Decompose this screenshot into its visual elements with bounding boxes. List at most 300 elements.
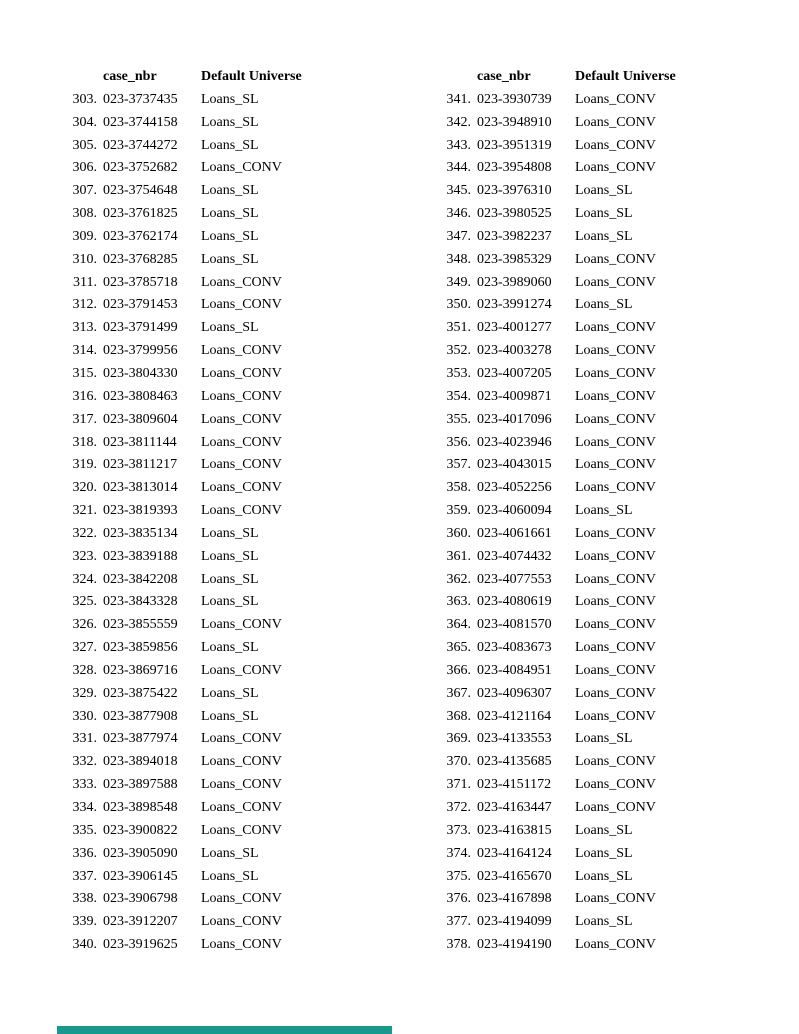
case-number-cell: 023-3791453 bbox=[103, 297, 178, 313]
universe-cell: Loans_CONV bbox=[575, 754, 656, 770]
row-number: 352. bbox=[446, 343, 471, 359]
universe-cell: Loans_CONV bbox=[575, 891, 656, 907]
case-number-cell: 023-3762174 bbox=[103, 228, 178, 244]
universe-cell: Loans_CONV bbox=[575, 457, 656, 473]
universe-cell: Loans_CONV bbox=[575, 434, 656, 450]
row-number: 318. bbox=[72, 434, 97, 450]
row-number: 363. bbox=[446, 594, 471, 610]
universe-cell: Loans_SL bbox=[201, 320, 259, 336]
row-number: 329. bbox=[72, 685, 97, 701]
case-number-cell: 023-3905090 bbox=[103, 845, 178, 861]
row-number: 328. bbox=[72, 662, 97, 678]
row-number: 374. bbox=[446, 845, 471, 861]
case-number-cell: 023-4060094 bbox=[477, 503, 552, 519]
table-rows-right bbox=[440, 89, 676, 957]
universe-cell: Loans_CONV bbox=[575, 777, 656, 793]
case-number-cell: 023-3855559 bbox=[103, 617, 178, 633]
row-number: 312. bbox=[72, 297, 97, 313]
case-number-cell: 023-4121164 bbox=[477, 708, 552, 724]
case-number-cell: 023-3954808 bbox=[477, 160, 552, 176]
case-number-cell: 023-3785718 bbox=[103, 274, 178, 290]
universe-cell: Loans_CONV bbox=[201, 822, 282, 838]
universe-cell: Loans_CONV bbox=[201, 777, 282, 793]
case-number-cell: 023-4003278 bbox=[477, 343, 552, 359]
table-row bbox=[66, 477, 302, 500]
row-number: 354. bbox=[446, 388, 471, 404]
universe-cell: Loans_CONV bbox=[201, 937, 282, 953]
table-row bbox=[440, 272, 676, 295]
table-row bbox=[66, 409, 302, 432]
row-number: 347. bbox=[446, 228, 471, 244]
table-row bbox=[66, 569, 302, 592]
case-number-cell: 023-3768285 bbox=[103, 251, 178, 267]
universe-cell: Loans_CONV bbox=[575, 320, 656, 336]
table-row bbox=[66, 180, 302, 203]
case-number-cell: 023-3906798 bbox=[103, 891, 178, 907]
universe-cell: Loans_SL bbox=[201, 91, 259, 107]
universe-cell: Loans_CONV bbox=[575, 617, 656, 633]
table-row bbox=[66, 866, 302, 889]
case-number-cell: 023-3842208 bbox=[103, 571, 178, 587]
universe-cell: Loans_SL bbox=[201, 114, 259, 130]
table-row bbox=[440, 477, 676, 500]
table-row bbox=[66, 249, 302, 272]
table-row bbox=[440, 820, 676, 843]
case-number-cell: 023-3989060 bbox=[477, 274, 552, 290]
case-number-cell: 023-3869716 bbox=[103, 662, 178, 678]
case-number-cell: 023-3985329 bbox=[477, 251, 552, 267]
table-row bbox=[440, 934, 676, 957]
case-number-cell: 023-3811144 bbox=[103, 434, 177, 450]
row-number: 336. bbox=[72, 845, 97, 861]
table-row bbox=[440, 89, 676, 112]
row-number: 333. bbox=[72, 777, 97, 793]
table-row bbox=[66, 157, 302, 180]
row-number: 365. bbox=[446, 640, 471, 656]
case-number-cell: 023-3752682 bbox=[103, 160, 178, 176]
case-number-cell: 023-4080619 bbox=[477, 594, 552, 610]
universe-cell: Loans_CONV bbox=[575, 343, 656, 359]
table-row bbox=[440, 774, 676, 797]
row-number: 351. bbox=[446, 320, 471, 336]
case-number-cell: 023-4083673 bbox=[477, 640, 552, 656]
row-number: 370. bbox=[446, 754, 471, 770]
case-number-cell: 023-3897588 bbox=[103, 777, 178, 793]
universe-cell: Loans_CONV bbox=[201, 891, 282, 907]
row-number: 355. bbox=[446, 411, 471, 427]
row-number: 353. bbox=[446, 365, 471, 381]
table-row bbox=[66, 706, 302, 729]
row-number: 350. bbox=[446, 297, 471, 313]
universe-cell: Loans_CONV bbox=[201, 411, 282, 427]
table-row bbox=[66, 843, 302, 866]
universe-cell: Loans_SL bbox=[575, 297, 633, 313]
case-number-cell: 023-3877908 bbox=[103, 708, 178, 724]
row-number: 334. bbox=[72, 800, 97, 815]
row-number: 316. bbox=[72, 388, 97, 404]
universe-cell: Loans_CONV bbox=[575, 480, 656, 496]
case-number-cell: 023-3799956 bbox=[103, 343, 178, 359]
row-number: 308. bbox=[72, 206, 97, 222]
table-row bbox=[440, 637, 676, 660]
universe-cell: Loans_SL bbox=[575, 731, 633, 747]
table-row bbox=[440, 203, 676, 226]
universe-cell: Loans_CONV bbox=[201, 388, 282, 404]
case-number-cell: 023-3976310 bbox=[477, 183, 552, 199]
case-number-cell: 023-4163815 bbox=[477, 822, 552, 838]
case-number-cell: 023-4077553 bbox=[477, 571, 552, 587]
table-row bbox=[66, 751, 302, 774]
universe-cell: Loans_CONV bbox=[201, 503, 282, 519]
table-row bbox=[440, 866, 676, 889]
universe-cell: Loans_CONV bbox=[575, 708, 656, 724]
table-row bbox=[440, 660, 676, 683]
universe-cell: Loans_SL bbox=[575, 206, 633, 222]
universe-cell: Loans_CONV bbox=[575, 525, 656, 541]
row-number: 356. bbox=[446, 434, 471, 450]
row-number: 307. bbox=[72, 183, 97, 199]
case-number-cell: 023-4061661 bbox=[477, 525, 552, 541]
case-nbr-header: case_nbr bbox=[477, 69, 531, 84]
table-row bbox=[66, 614, 302, 637]
universe-cell: Loans_CONV bbox=[201, 754, 282, 770]
table-row bbox=[66, 546, 302, 569]
row-number: 314. bbox=[72, 343, 97, 359]
case-number-cell: 023-3900822 bbox=[103, 822, 178, 838]
case-number-cell: 023-3744272 bbox=[103, 137, 178, 153]
case-number-cell: 023-3835134 bbox=[103, 525, 178, 541]
table-row bbox=[66, 135, 302, 158]
case-number-cell: 023-4194190 bbox=[477, 937, 552, 953]
table-row bbox=[66, 454, 302, 477]
case-nbr-header: case_nbr bbox=[103, 69, 157, 84]
table-row bbox=[66, 112, 302, 135]
case-number-cell: 023-4096307 bbox=[477, 685, 552, 701]
table-row bbox=[440, 500, 676, 523]
row-number: 377. bbox=[446, 914, 471, 930]
universe-cell: Loans_CONV bbox=[201, 274, 282, 290]
row-number: 330. bbox=[72, 708, 97, 724]
table-row bbox=[66, 774, 302, 797]
table-row bbox=[440, 386, 676, 409]
table-row bbox=[440, 888, 676, 911]
universe-cell: Loans_CONV bbox=[201, 434, 282, 450]
table-row bbox=[66, 272, 302, 295]
table-row bbox=[440, 135, 676, 158]
row-number: 327. bbox=[72, 640, 97, 656]
table-row bbox=[440, 112, 676, 135]
universe-cell: Loans_SL bbox=[201, 228, 259, 244]
row-number: 305. bbox=[72, 137, 97, 153]
table-row bbox=[66, 523, 302, 546]
row-number: 368. bbox=[446, 708, 471, 724]
case-number-cell: 023-3804330 bbox=[103, 365, 178, 381]
row-number: 320. bbox=[72, 480, 97, 496]
case-number-cell: 023-3930739 bbox=[477, 91, 552, 107]
case-number-cell: 023-3809604 bbox=[103, 411, 178, 427]
universe-cell: Loans_SL bbox=[575, 183, 633, 199]
universe-cell: Loans_SL bbox=[201, 594, 259, 610]
case-number-cell: 023-3744158 bbox=[103, 114, 178, 130]
table-column-left bbox=[66, 66, 302, 957]
table-row bbox=[440, 706, 676, 729]
row-number: 310. bbox=[72, 251, 97, 267]
row-number: 364. bbox=[446, 617, 471, 633]
universe-cell: Loans_CONV bbox=[201, 365, 282, 381]
row-number: 322. bbox=[72, 525, 97, 541]
case-number-cell: 023-3819393 bbox=[103, 503, 178, 519]
universe-cell: Loans_SL bbox=[575, 822, 633, 838]
case-number-cell: 023-3894018 bbox=[103, 754, 178, 770]
row-number: 331. bbox=[72, 731, 97, 747]
universe-cell: Loans_SL bbox=[201, 137, 259, 153]
universe-cell: Loans_CONV bbox=[575, 548, 656, 564]
table-row bbox=[440, 546, 676, 569]
case-number-cell: 023-3811217 bbox=[103, 457, 178, 473]
case-number-cell: 023-3791499 bbox=[103, 320, 178, 336]
case-number-cell: 023-3761825 bbox=[103, 206, 178, 222]
table-row bbox=[440, 409, 676, 432]
row-number: 375. bbox=[446, 868, 471, 884]
table-row bbox=[66, 363, 302, 386]
case-number-cell: 023-3919625 bbox=[103, 937, 178, 953]
table-row bbox=[440, 523, 676, 546]
case-number-cell: 023-4194099 bbox=[477, 914, 552, 930]
case-number-cell: 023-3808463 bbox=[103, 388, 178, 404]
case-number-cell: 023-3991274 bbox=[477, 297, 552, 313]
row-number: 358. bbox=[446, 480, 471, 496]
row-number: 349. bbox=[446, 274, 471, 290]
case-number-cell: 023-4017096 bbox=[477, 411, 552, 427]
case-number-cell: 023-3980525 bbox=[477, 206, 552, 222]
universe-cell: Loans_SL bbox=[575, 914, 633, 930]
table-row bbox=[440, 363, 676, 386]
table-row bbox=[440, 454, 676, 477]
case-number-cell: 023-4167898 bbox=[477, 891, 552, 907]
universe-cell: Loans_SL bbox=[575, 868, 633, 884]
row-number: 371. bbox=[446, 777, 471, 793]
universe-cell: Loans_SL bbox=[201, 183, 259, 199]
row-number: 372. bbox=[446, 800, 471, 815]
table-row bbox=[66, 660, 302, 683]
row-number: 338. bbox=[72, 891, 97, 907]
case-number-cell: 023-4074432 bbox=[477, 548, 552, 564]
universe-cell: Loans_CONV bbox=[575, 640, 656, 656]
universe-cell: Loans_CONV bbox=[201, 800, 282, 815]
row-number: 369. bbox=[446, 731, 471, 747]
row-number: 306. bbox=[72, 160, 97, 176]
case-number-cell: 023-4084951 bbox=[477, 662, 552, 678]
row-number: 344. bbox=[446, 160, 471, 176]
row-number: 325. bbox=[72, 594, 97, 610]
row-number: 367. bbox=[446, 685, 471, 701]
row-number: 343. bbox=[446, 137, 471, 153]
row-number: 337. bbox=[72, 868, 97, 884]
universe-cell: Loans_CONV bbox=[575, 388, 656, 404]
row-number: 332. bbox=[72, 754, 97, 770]
row-number: 373. bbox=[446, 822, 471, 838]
table-column-right bbox=[440, 66, 676, 957]
table-row bbox=[66, 317, 302, 340]
row-number: 315. bbox=[72, 365, 97, 381]
case-number-cell: 023-3877974 bbox=[103, 731, 178, 747]
row-number: 378. bbox=[446, 937, 471, 953]
universe-cell: Loans_SL bbox=[575, 845, 633, 861]
case-number-cell: 023-4023946 bbox=[477, 434, 552, 450]
table-row bbox=[66, 797, 302, 820]
table-row bbox=[66, 203, 302, 226]
table-row bbox=[66, 432, 302, 455]
table-row bbox=[440, 249, 676, 272]
universe-cell: Loans_SL bbox=[575, 503, 633, 519]
row-number: 309. bbox=[72, 228, 97, 244]
row-number: 311. bbox=[73, 274, 97, 290]
case-number-cell: 023-4052256 bbox=[477, 480, 552, 496]
row-number: 361. bbox=[446, 548, 471, 564]
universe-cell: Loans_CONV bbox=[201, 731, 282, 747]
universe-cell: Loans_SL bbox=[201, 868, 259, 884]
table-header-row bbox=[440, 66, 676, 89]
table-row bbox=[440, 614, 676, 637]
universe-cell: Loans_CONV bbox=[201, 617, 282, 633]
table-row bbox=[66, 683, 302, 706]
row-number: 321. bbox=[72, 503, 97, 519]
row-number: 360. bbox=[446, 525, 471, 541]
default-universe-header: Default Universe bbox=[575, 69, 676, 84]
case-number-cell: 023-4001277 bbox=[477, 320, 552, 336]
table-row bbox=[440, 226, 676, 249]
case-number-cell: 023-3754648 bbox=[103, 183, 178, 199]
universe-cell: Loans_CONV bbox=[575, 685, 656, 701]
case-number-cell: 023-3951319 bbox=[477, 137, 552, 153]
universe-cell: Loans_CONV bbox=[575, 411, 656, 427]
table-row bbox=[66, 294, 302, 317]
case-number-cell: 023-3875422 bbox=[103, 685, 178, 701]
row-number: 346. bbox=[446, 206, 471, 222]
case-number-cell: 023-3906145 bbox=[103, 868, 178, 884]
universe-cell: Loans_SL bbox=[201, 548, 259, 564]
table-row bbox=[440, 180, 676, 203]
table-row bbox=[440, 432, 676, 455]
table-rows-left bbox=[66, 89, 302, 957]
universe-cell: Loans_CONV bbox=[201, 343, 282, 359]
table-row bbox=[440, 294, 676, 317]
case-number-cell: 023-4081570 bbox=[477, 617, 552, 633]
case-number-cell: 023-4165670 bbox=[477, 868, 552, 884]
case-number-cell: 023-3813014 bbox=[103, 480, 178, 496]
row-number: 339. bbox=[72, 914, 97, 930]
case-number-cell: 023-4007205 bbox=[477, 365, 552, 381]
case-number-cell: 023-4151172 bbox=[477, 777, 552, 793]
universe-cell: Loans_CONV bbox=[575, 800, 656, 815]
case-number-cell: 023-3737435 bbox=[103, 91, 178, 107]
universe-cell: Loans_CONV bbox=[575, 251, 656, 267]
table-row bbox=[66, 89, 302, 112]
case-number-cell: 023-4133553 bbox=[477, 731, 552, 747]
header-spacer bbox=[440, 66, 471, 89]
table-row bbox=[440, 591, 676, 614]
row-number: 304. bbox=[72, 114, 97, 130]
universe-cell: Loans_SL bbox=[201, 571, 259, 587]
table-row bbox=[66, 591, 302, 614]
row-number: 357. bbox=[446, 457, 471, 473]
row-number: 323. bbox=[72, 548, 97, 564]
universe-cell: Loans_CONV bbox=[575, 274, 656, 290]
case-number-cell: 023-3843328 bbox=[103, 594, 178, 610]
universe-cell: Loans_CONV bbox=[575, 937, 656, 953]
universe-cell: Loans_CONV bbox=[575, 662, 656, 678]
table-row bbox=[66, 820, 302, 843]
universe-cell: Loans_CONV bbox=[201, 457, 282, 473]
table-row bbox=[440, 797, 676, 820]
universe-cell: Loans_SL bbox=[201, 708, 259, 724]
row-number: 313. bbox=[72, 320, 97, 336]
table-row bbox=[440, 751, 676, 774]
default-universe-header: Default Universe bbox=[201, 69, 302, 84]
row-number: 366. bbox=[446, 662, 471, 678]
header-spacer bbox=[66, 66, 97, 89]
case-number-cell: 023-4043015 bbox=[477, 457, 552, 473]
universe-cell: Loans_SL bbox=[201, 845, 259, 861]
universe-cell: Loans_CONV bbox=[575, 160, 656, 176]
row-number: 362. bbox=[446, 571, 471, 587]
row-number: 348. bbox=[446, 251, 471, 267]
table-row bbox=[440, 317, 676, 340]
table-row bbox=[440, 911, 676, 934]
universe-cell: Loans_CONV bbox=[575, 91, 656, 107]
universe-cell: Loans_SL bbox=[201, 525, 259, 541]
bottom-accent-bar bbox=[57, 1026, 392, 1034]
table-row bbox=[66, 911, 302, 934]
row-number: 359. bbox=[446, 503, 471, 519]
row-number: 326. bbox=[72, 617, 97, 633]
table-row bbox=[66, 728, 302, 751]
row-number: 345. bbox=[446, 183, 471, 199]
case-number-cell: 023-3859856 bbox=[103, 640, 178, 656]
row-number: 317. bbox=[72, 411, 97, 427]
universe-cell: Loans_SL bbox=[201, 251, 259, 267]
row-number: 324. bbox=[72, 571, 97, 587]
case-number-cell: 023-3898548 bbox=[103, 800, 178, 815]
row-number: 341. bbox=[446, 91, 471, 107]
row-number: 335. bbox=[72, 822, 97, 838]
universe-cell: Loans_SL bbox=[575, 228, 633, 244]
universe-cell: Loans_CONV bbox=[201, 914, 282, 930]
case-number-cell: 023-4164124 bbox=[477, 845, 552, 861]
universe-cell: Loans_CONV bbox=[575, 137, 656, 153]
row-number: 303. bbox=[72, 91, 97, 107]
table-row bbox=[440, 569, 676, 592]
table-row bbox=[440, 683, 676, 706]
row-number: 342. bbox=[446, 114, 471, 130]
case-number-cell: 023-3982237 bbox=[477, 228, 552, 244]
table-row bbox=[66, 500, 302, 523]
table-row bbox=[66, 637, 302, 660]
universe-cell: Loans_SL bbox=[201, 640, 259, 656]
universe-cell: Loans_CONV bbox=[575, 571, 656, 587]
table-row bbox=[66, 340, 302, 363]
table-row bbox=[66, 226, 302, 249]
table-header-row bbox=[66, 66, 302, 89]
universe-cell: Loans_CONV bbox=[201, 480, 282, 496]
table-row bbox=[66, 934, 302, 957]
case-number-cell: 023-4009871 bbox=[477, 388, 552, 404]
universe-cell: Loans_CONV bbox=[201, 160, 282, 176]
row-number: 340. bbox=[72, 937, 97, 953]
table-row bbox=[66, 386, 302, 409]
table-row bbox=[440, 157, 676, 180]
universe-cell: Loans_CONV bbox=[201, 662, 282, 678]
